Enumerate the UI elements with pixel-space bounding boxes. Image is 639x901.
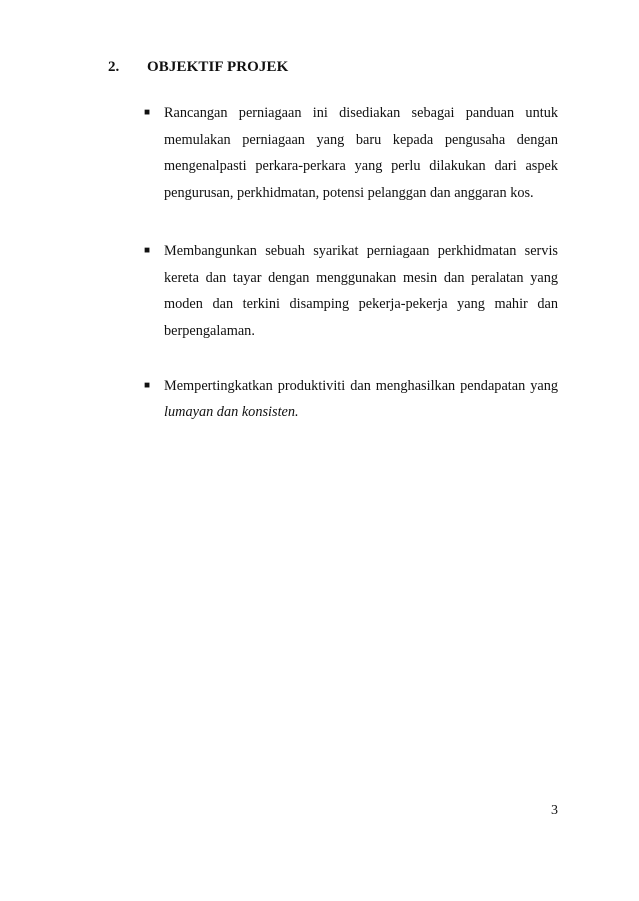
list-item (140, 373, 558, 426)
bullet-square-icon: ■ (144, 107, 151, 118)
bullet-text: Rancangan perniagaan ini disediakan sebagai panduan untuk memulakan perniagaan yang baru kepada pengusaha dengan mengenalpasti perkara-perkara yang perlu dilakukan dari aspek pengurusan, perkhidmatan, potensi pelanggan dan anggaran kos. (164, 105, 558, 202)
bullet-text-regular: Mempertingkatkan produktiviti dan menghasilkan pendapatan yang (164, 377, 558, 394)
section-number: 2. (108, 59, 120, 75)
list-item (140, 100, 558, 207)
bullet-square-icon: ■ (144, 379, 151, 391)
bullet-text: Membangunkan sebuah syarikat perniagaan perkhidmatan servis kereta dan tayar dengan menggunakan mesin dan peralatan yang moden dan terkini disamping pekerja-pekerja yang mahir dan berpengalaman. (164, 242, 558, 339)
page-number: 3 (551, 803, 558, 818)
bullet-square-icon: ■ (144, 244, 151, 256)
objectives-list (140, 100, 558, 457)
bullet-text-italic: lumayan dan konsisten. (164, 404, 299, 421)
bullet-text (164, 378, 558, 421)
section-title: OBJEKTIF PROJEK (147, 59, 289, 75)
list-item (140, 238, 558, 345)
